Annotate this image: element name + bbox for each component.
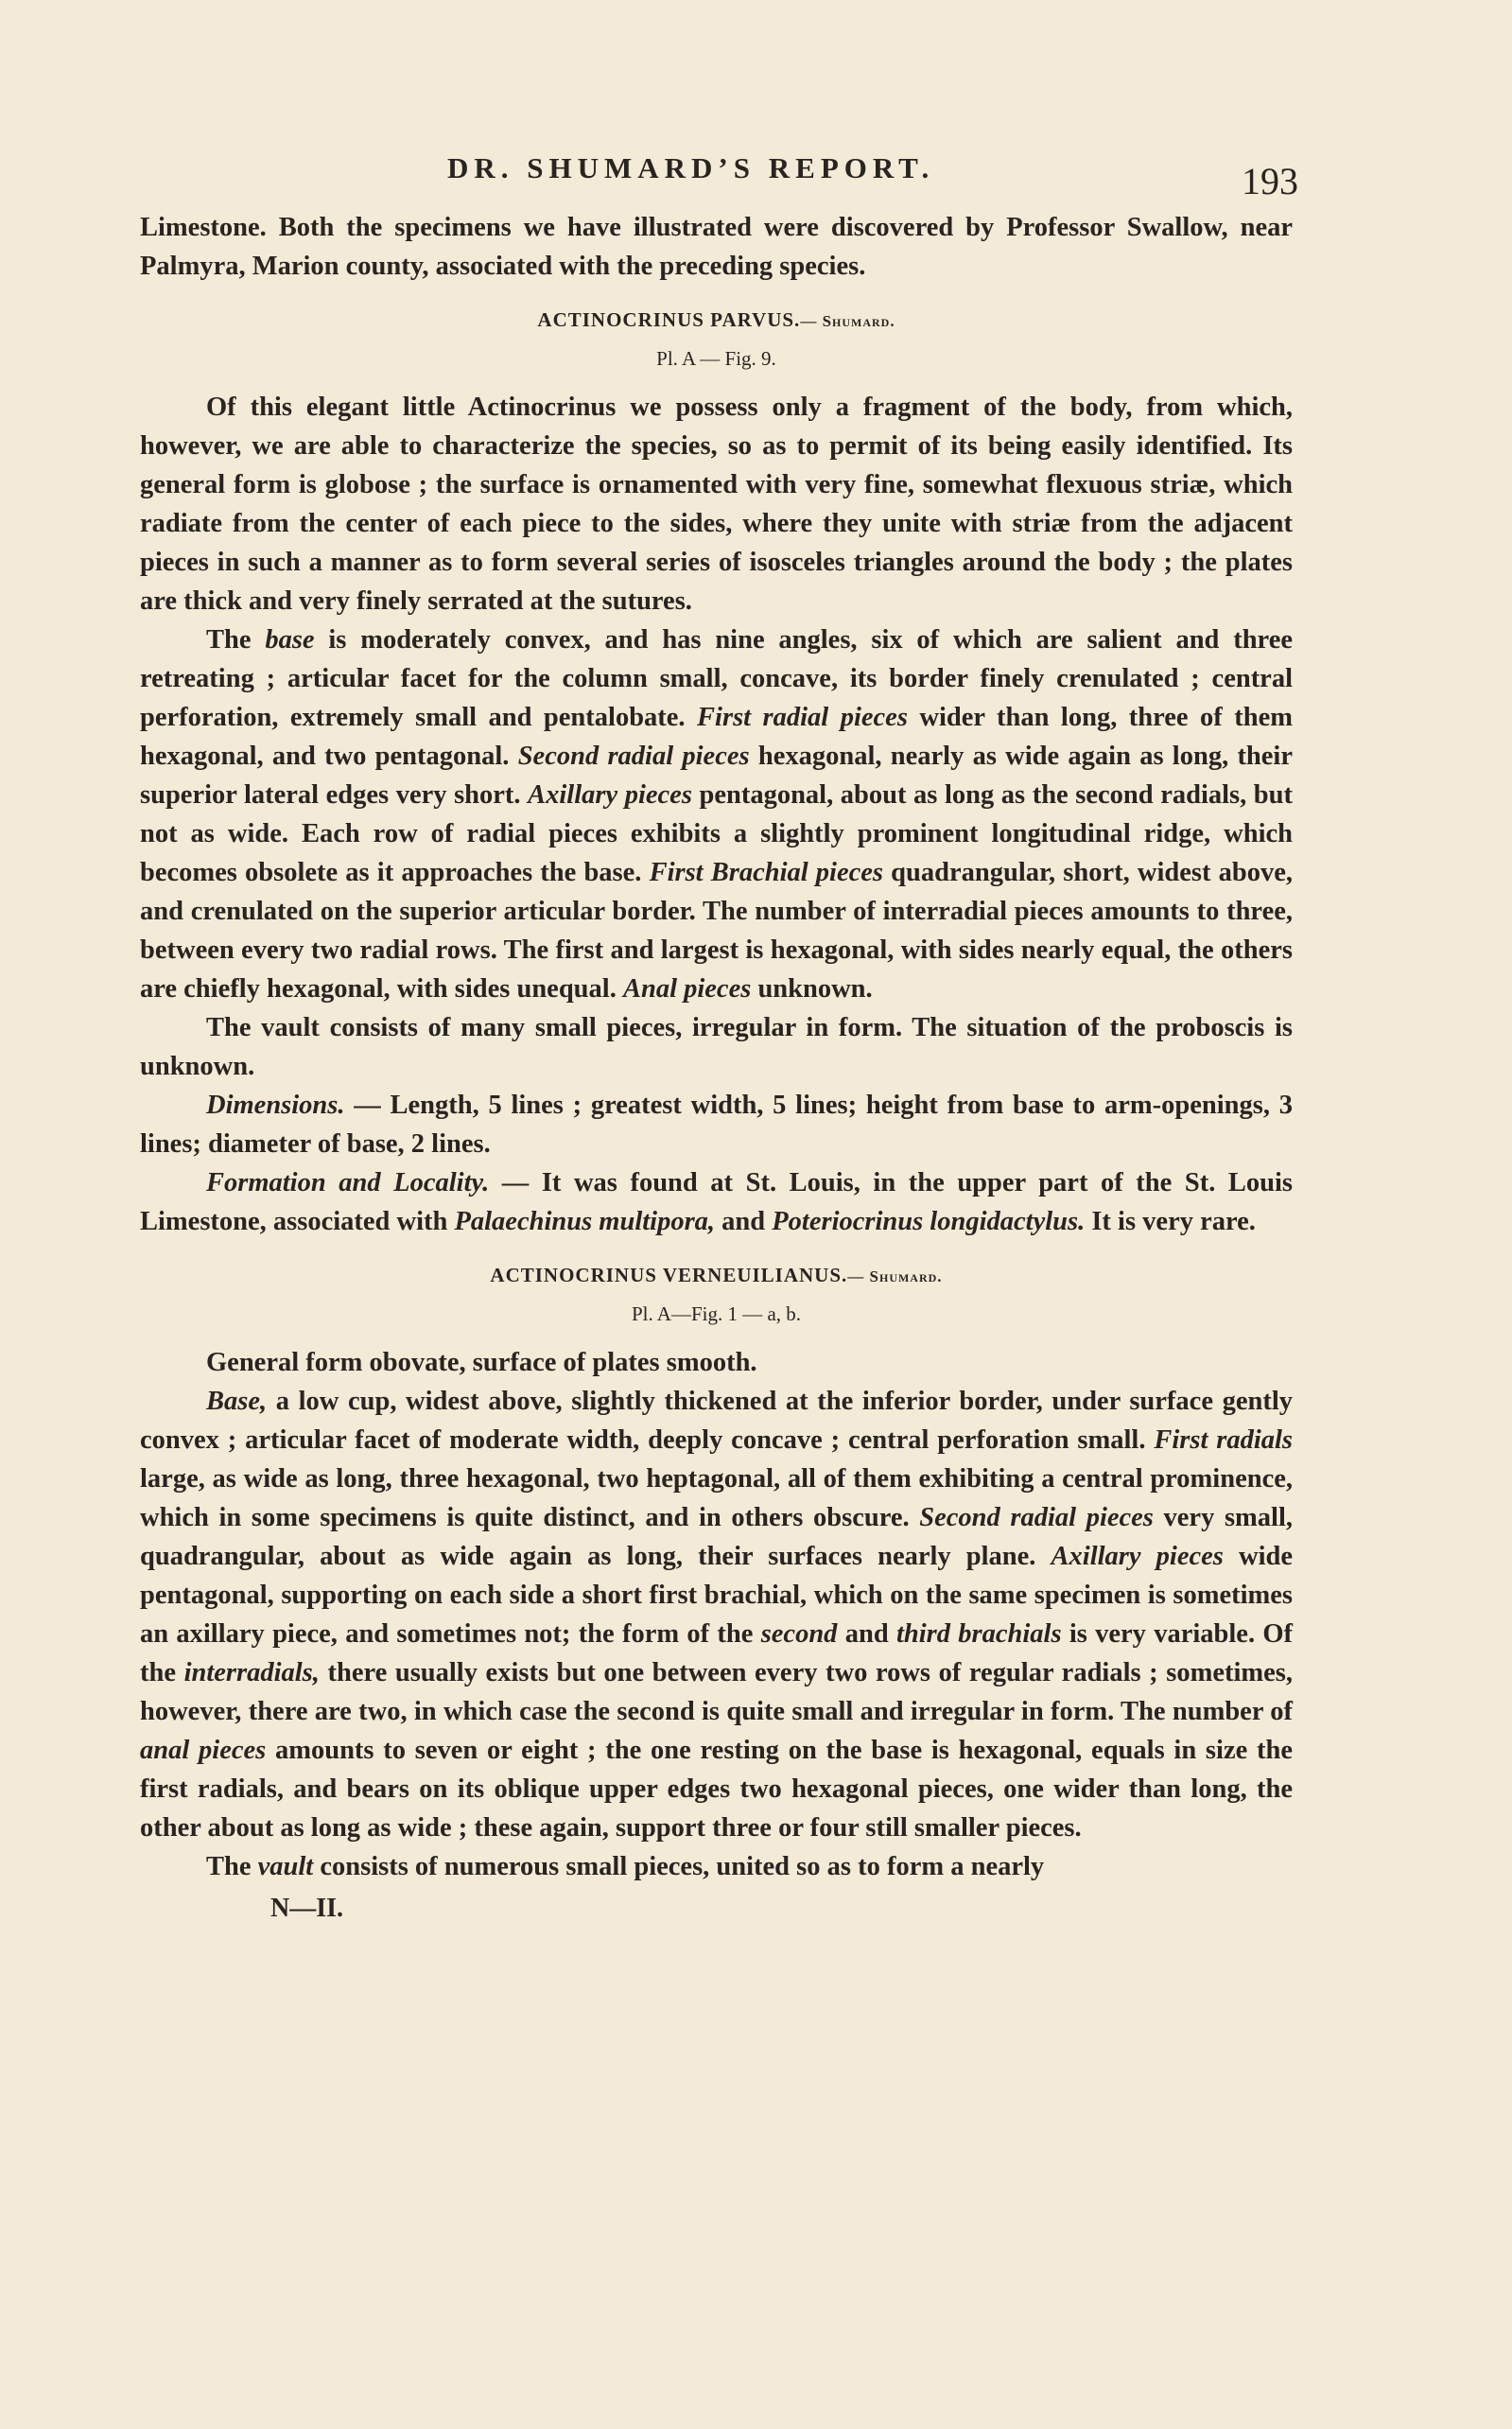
species-heading-parvus xyxy=(140,308,1293,332)
base-paragraph xyxy=(140,1382,1293,1847)
species-heading-verneuilianus xyxy=(140,1264,1293,1287)
intro-paragraph: Limestone. Both the specimens we have illustrated were discovered by Professor Swallow, near Palmyra, Marion county, associated with the preceding species. xyxy=(140,213,1293,281)
text-run: there usually exists but one between every two rows of regular radials ; sometimes, however, there are two, in which case the second is quite small and irregular in form. The number of xyxy=(140,1658,1293,1726)
text-run: unknown. xyxy=(751,974,873,1004)
italic-term: interradials, xyxy=(183,1658,320,1687)
text-run: is very variable. Of the xyxy=(140,1619,1294,1687)
italic-term: Formation and Locality. xyxy=(206,1168,490,1197)
italic-term: Palaechinus multipora, xyxy=(454,1207,716,1236)
plate-reference: Pl. A — Fig. 9. xyxy=(656,347,776,370)
plate-reference: Pl. A—Fig. 1 — a, b. xyxy=(631,1302,802,1325)
vault-paragraph: The vault consists of many small pieces, irregular in form. The situation of the proboscis is unknown. xyxy=(140,1013,1293,1081)
italic-term: Poteriocrinus longidactylus. xyxy=(772,1207,1086,1236)
general-form-paragraph: General form obovate, surface of plates smooth. xyxy=(206,1348,757,1377)
running-head xyxy=(140,142,1298,208)
signature-mark: N—II. xyxy=(270,1894,344,1923)
italic-term: base xyxy=(265,625,315,655)
text-run: a low cup, widest above, slightly thickened at the inferior border, under surface gently convex ; articular facet of moderate width, deeply concave ; central perforation small. xyxy=(140,1387,1293,1455)
italic-term: Second radial pieces xyxy=(517,742,750,771)
text-run: hexagonal, nearly as wide again as long, their superior lateral edges very short. xyxy=(140,742,1294,810)
italic-term: Anal pieces xyxy=(622,974,752,1004)
italic-term: vault xyxy=(257,1852,314,1881)
text-run: and xyxy=(837,1619,896,1649)
text-run: amounts to seven or eight ; the one resting on the base is hexagonal, equals in size the first radials, and bears on its oblique upper edges two hexagonal pieces, one wider than long, the other about as long as wide ; these again, support three or four still smaller pieces. xyxy=(140,1736,1293,1843)
page-number: 193 xyxy=(1242,160,1298,202)
species-name: ACTINOCRINUS VERNEUILIANUS. xyxy=(490,1264,848,1286)
species-author: — Shumard. xyxy=(800,312,895,330)
italic-term: Axillary pieces xyxy=(528,780,692,810)
text-run: consists of numerous small pieces, united so as to form a nearly xyxy=(313,1852,1045,1881)
text-run: — Length, 5 lines ; greatest width, 5 lines; height from base to arm-openings, 3 lines; diameter of base, 2 lines. xyxy=(140,1091,1293,1159)
text-run: wider than long, three of them hexagonal, and two pentagonal. xyxy=(140,703,1294,771)
text-run: and xyxy=(715,1207,773,1236)
base-paragraph xyxy=(140,620,1293,1008)
text-run: is moderately convex, and has nine angles, six of which are salient and three retreating ; articular facet for the column small, concave, its border finely crenulated ; central perforation, extremely small and pentalobate. xyxy=(140,625,1293,732)
text-run: large, as wide as long, three hexagonal, two heptagonal, all of them exhibiting a central prominence, which in some specimens is quite distinct, and in others obscure. xyxy=(140,1464,1293,1532)
italic-term: First radials xyxy=(1154,1425,1294,1455)
italic-term: First Brachial pieces xyxy=(649,858,884,887)
text-run: wide pentagonal, supporting on each side a short first brachial, which on the same specimen is sometimes an axillary piece, and sometimes not; the form of the xyxy=(140,1542,1294,1649)
locality-paragraph xyxy=(140,1163,1293,1241)
italic-term: anal pieces xyxy=(140,1736,267,1765)
italic-term: Base, xyxy=(206,1387,268,1416)
italic-term: Second radial pieces xyxy=(919,1503,1154,1532)
text-run: The xyxy=(206,625,266,655)
species-name: ACTINOCRINUS PARVUS. xyxy=(537,308,801,331)
text-run: pentagonal, about as long as the second radials, but not as wide. Each row of radial pieces exhibits a slightly prominent longitudinal ridge, which becomes obsolete as it approaches the base. xyxy=(140,780,1294,887)
species-author: — Shumard. xyxy=(847,1267,943,1285)
vault-paragraph xyxy=(140,1847,1293,1886)
italic-term: Dimensions. xyxy=(206,1091,345,1120)
text-run: It is very rare. xyxy=(1085,1207,1256,1236)
text-run: The xyxy=(206,1852,258,1881)
italic-term: third brachials xyxy=(895,1619,1062,1649)
text-run: — It was found at St. Louis, in the upper part of the St. Louis Limestone, associated with xyxy=(140,1168,1293,1236)
running-title: DR. SHUMARD’S REPORT. xyxy=(447,151,935,184)
italic-term: second xyxy=(760,1619,838,1649)
description-paragraph: Of this elegant little Actinocrinus we possess only a fragment of the body, from which, however, we are able to characterize the species, so as to permit of its being easily identified. Its general form is globose ; the surface is ornamented with very fine, somewhat flexuous striæ, which radiate from the center of each piece to the sides, where they unite with striæ from the adjacent pieces in such a manner as to form several series of isosceles triangles around the body ; the plates are thick and very finely serrated at the sutures. xyxy=(140,393,1293,616)
text-run: very small, quadrangular, about as wide again as long, their surfaces nearly plane. xyxy=(140,1503,1294,1571)
dimensions-paragraph xyxy=(140,1086,1293,1163)
text-run: quadrangular, short, widest above, and crenulated on the superior articular border. The number of interradial pieces amounts to three, between every two radial rows. The first and largest is hexagonal, with sides nearly equal, the others are chiefly hexagonal, with sides unequal. xyxy=(140,858,1293,1004)
italic-term: Axillary pieces xyxy=(1051,1542,1224,1571)
italic-term: First radial pieces xyxy=(697,703,908,732)
